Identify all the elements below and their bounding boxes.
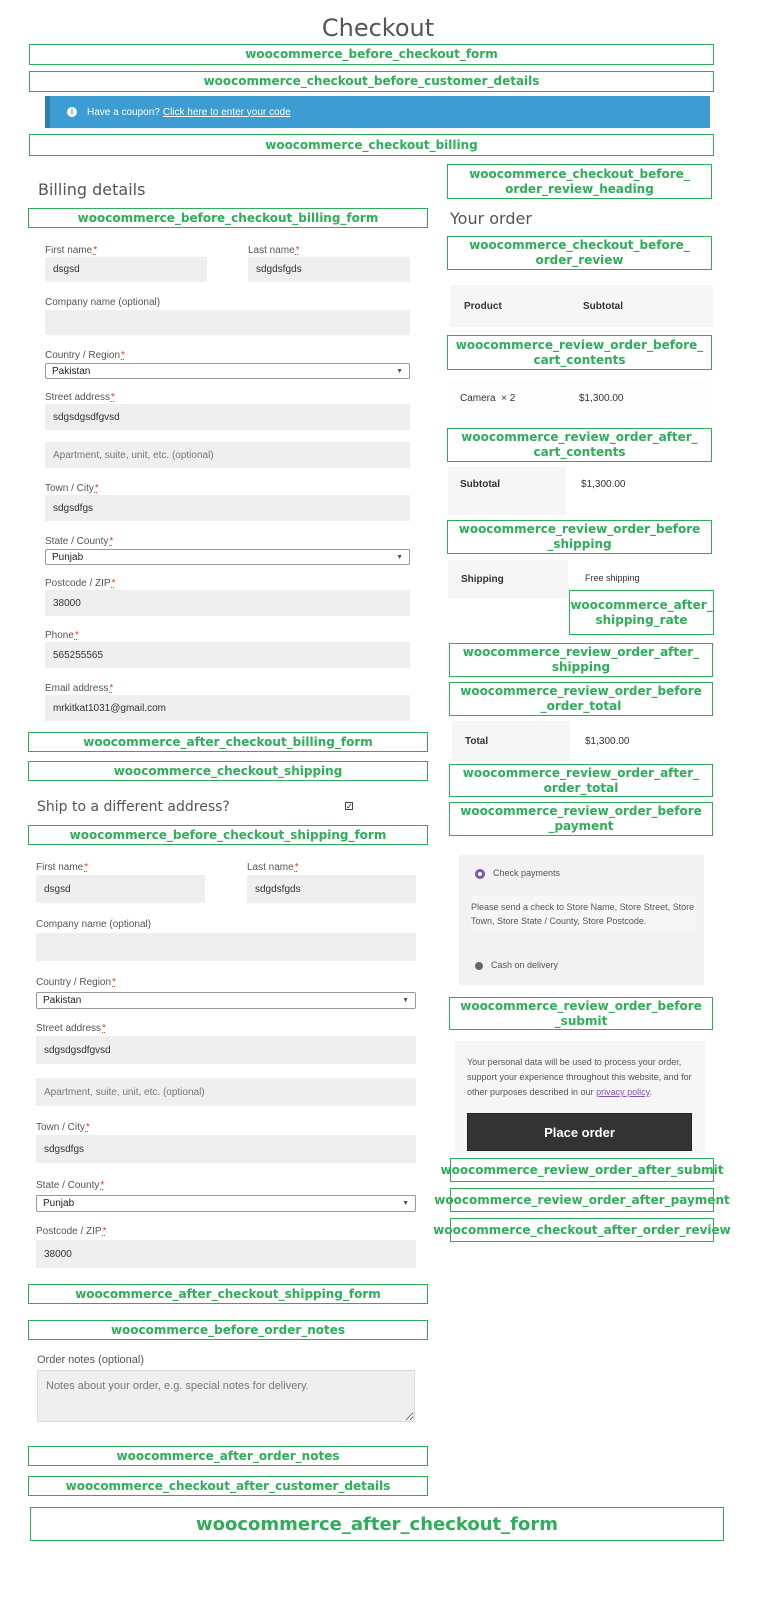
billing-city-input[interactable]: [45, 495, 410, 521]
hook-review-order-before-payment: woocommerce_review_order_before _payment: [449, 802, 713, 836]
shipping-first-name-input[interactable]: [36, 875, 205, 903]
total-value: $1,300.00: [585, 735, 630, 747]
billing-postcode-input[interactable]: [45, 590, 410, 616]
col-product: Product: [464, 300, 502, 312]
shipping-label: Shipping: [461, 573, 504, 585]
payment-cod-option[interactable]: Cash on delivery: [475, 960, 558, 970]
hook-checkout-after-customer-details: woocommerce_checkout_after_customer_details: [28, 1476, 428, 1496]
hook-before-checkout-form: woocommerce_before_checkout_form: [29, 44, 714, 65]
order-heading: Your order: [450, 209, 532, 228]
billing-postcode-label: Postcode / ZIP*: [45, 578, 116, 589]
billing-country-select[interactable]: Pakistan ▼: [45, 363, 410, 379]
billing-street-label: Street address*: [45, 392, 115, 403]
hook-before-checkout-shipping-form: woocommerce_before_checkout_shipping_form: [28, 825, 428, 845]
chevron-down-icon: ▼: [396, 554, 403, 561]
cart-item-total: $1,300.00: [579, 393, 624, 404]
hook-review-order-before-cart-contents: woocommerce_review_order_before_ cart_contents: [447, 335, 712, 370]
hook-after-checkout-shipping-form: woocommerce_after_checkout_shipping_form: [28, 1284, 428, 1304]
shipping-state-label: State / County*: [36, 1180, 105, 1191]
shipping-postcode-input[interactable]: [36, 1240, 416, 1268]
hook-before-order-notes: woocommerce_before_order_notes: [28, 1320, 428, 1340]
hook-after-checkout-billing-form: woocommerce_after_checkout_billing_form: [28, 732, 428, 752]
billing-last-name-label: Last name*: [248, 245, 300, 256]
billing-first-name-label: First name*: [45, 245, 98, 256]
hook-review-order-before-shipping: woocommerce_review_order_before _shipping: [447, 520, 712, 554]
shipping-postcode-label: Postcode / ZIP*: [36, 1226, 107, 1237]
privacy-policy-link[interactable]: privacy policy: [596, 1087, 650, 1097]
shipping-last-name-input[interactable]: [247, 875, 416, 903]
hook-after-order-notes: woocommerce_after_order_notes: [28, 1446, 428, 1466]
privacy-notice: Your personal data will be used to process your order, support your experience throughout this website, and for other purposes described in our privacy policy.: [467, 1057, 692, 1097]
shipping-street-label: Street address*: [36, 1023, 106, 1034]
hook-review-order-before-submit: woocommerce_review_order_before _submit: [449, 997, 713, 1030]
hook-checkout-before-order-review: woocommerce_checkout_before_ order_review: [447, 236, 712, 270]
radio-unselected-icon[interactable]: [475, 962, 483, 970]
shipping-first-name-label: First name*: [36, 862, 89, 873]
payment-check-description: Please send a check to Store Name, Store Street, Store Town, Store State / County, Store Postcode.: [471, 896, 696, 932]
shipping-country-select[interactable]: Pakistan ▼: [36, 992, 416, 1009]
hook-checkout-after-order-review: woocommerce_checkout_after_order_review: [450, 1218, 714, 1242]
chevron-down-icon: ▼: [402, 1200, 409, 1207]
chevron-down-icon: ▼: [396, 368, 403, 375]
billing-email-label: Email address*: [45, 683, 114, 694]
billing-apartment-input[interactable]: [45, 442, 410, 468]
hook-after-shipping-rate: woocommerce_after_ shipping_rate: [569, 590, 714, 635]
shipping-value: Free shipping: [585, 573, 640, 583]
total-label: Total: [465, 735, 489, 747]
billing-street-input[interactable]: [45, 404, 410, 430]
billing-state-label: State / County*: [45, 536, 114, 547]
billing-email-input[interactable]: [45, 695, 410, 721]
billing-first-name-input[interactable]: [45, 257, 207, 282]
shipping-city-label: Town / City*: [36, 1122, 90, 1133]
order-notes-label: Order notes (optional): [37, 1354, 144, 1366]
col-subtotal: Subtotal: [583, 300, 623, 312]
shipping-company-label: Company name (optional): [36, 919, 152, 930]
billing-heading: Billing details: [38, 180, 146, 199]
billing-phone-input[interactable]: [45, 642, 410, 668]
hook-checkout-shipping: woocommerce_checkout_shipping: [28, 761, 428, 781]
hook-checkout-before-order-review-heading: woocommerce_checkout_before_ order_review_heading: [447, 164, 712, 199]
billing-city-label: Town / City*: [45, 483, 99, 494]
billing-company-label: Company name (optional): [45, 297, 161, 308]
billing-state-select[interactable]: Punjab ▼: [45, 549, 410, 565]
cart-item-name: Camera × 2: [460, 393, 516, 404]
shipping-company-input[interactable]: [36, 933, 416, 961]
subtotal-label: Subtotal: [460, 478, 500, 490]
shipping-street-input[interactable]: [36, 1036, 416, 1064]
radio-selected-icon[interactable]: [475, 869, 485, 879]
shipping-last-name-label: Last name*: [247, 862, 299, 873]
ship-different-checkbox[interactable]: ✓: [346, 802, 353, 811]
shipping-apartment-input[interactable]: [36, 1078, 416, 1106]
hook-checkout-before-customer-details: woocommerce_checkout_before_customer_details: [29, 71, 714, 92]
coupon-text: Have a coupon?: [87, 106, 160, 118]
billing-last-name-input[interactable]: [248, 257, 410, 282]
hook-review-order-after-shipping: woocommerce_review_order_after_ shipping: [449, 643, 713, 677]
order-notes-textarea[interactable]: [37, 1370, 415, 1422]
billing-company-input[interactable]: [45, 310, 410, 335]
billing-phone-label: Phone*: [45, 630, 79, 641]
hook-review-order-after-payment: woocommerce_review_order_after_payment: [450, 1188, 714, 1212]
page-title: Checkout: [321, 14, 435, 42]
hook-review-order-before-order-total: woocommerce_review_order_before _order_total: [449, 682, 713, 716]
coupon-link[interactable]: Click here to enter your code: [162, 106, 291, 118]
payment-check-option[interactable]: Check payments: [475, 868, 560, 879]
hook-checkout-billing: woocommerce_checkout_billing: [29, 134, 714, 156]
subtotal-value: $1,300.00: [581, 478, 626, 490]
billing-country-label: Country / Region*: [45, 350, 125, 361]
shipping-state-select[interactable]: Punjab ▼: [36, 1195, 416, 1212]
hook-review-order-after-cart-contents: woocommerce_review_order_after_ cart_contents: [447, 428, 712, 462]
info-icon: i: [67, 107, 77, 117]
shipping-city-input[interactable]: [36, 1135, 416, 1163]
chevron-down-icon: ▼: [402, 997, 409, 1004]
hook-review-order-after-order-total: woocommerce_review_order_after_ order_total: [449, 764, 713, 797]
coupon-notice: [45, 96, 710, 128]
place-order-button[interactable]: Place order: [467, 1113, 692, 1151]
shipping-country-label: Country / Region*: [36, 977, 116, 988]
ship-different-heading: Ship to a different address?: [37, 799, 230, 815]
hook-before-checkout-billing-form: woocommerce_before_checkout_billing_form: [28, 208, 428, 228]
hook-review-order-after-submit: woocommerce_review_order_after_submit: [450, 1158, 714, 1182]
hook-after-checkout-form: woocommerce_after_checkout_form: [30, 1507, 724, 1541]
